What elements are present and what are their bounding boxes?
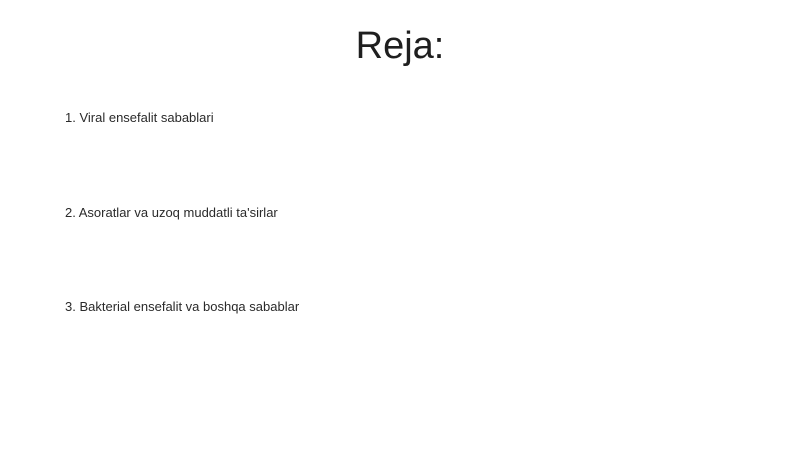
agenda-item-viral-causes: 1. Viral ensefalit sabablari	[65, 110, 214, 125]
slide-title: Reja:	[355, 25, 445, 67]
agenda-item-bacterial-causes: 3. Bakterial ensefalit va boshqa sabablar	[65, 299, 300, 314]
agenda-item-complications: 2. Asoratlar va uzoq muddatli ta'sirlar	[65, 205, 278, 220]
